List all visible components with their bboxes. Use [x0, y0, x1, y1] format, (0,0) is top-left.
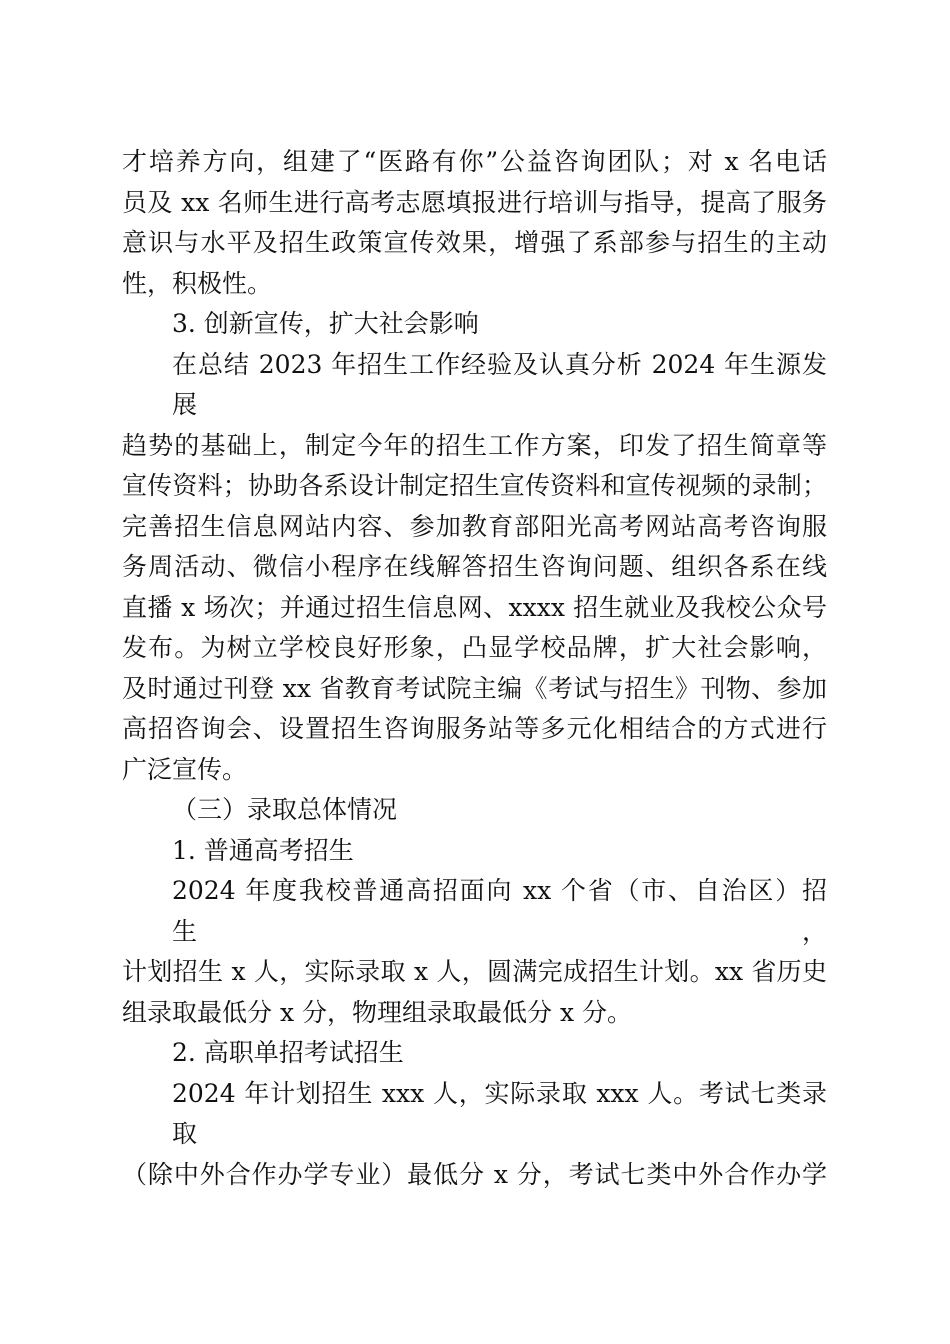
paragraph-line: 2024 年度我校普通高招面向 xx 个省（市、自治区）招生，	[172, 876, 827, 946]
paragraph-line: 性，积极性。	[122, 268, 273, 298]
paragraph-line: 2024 年计划招生 xxx 人，实际录取 xxx 人。考试七类录取	[172, 1078, 827, 1148]
paragraph-line: 意识与水平及招生政策宣传效果，增强了系部参与招生的主动	[122, 228, 827, 257]
paragraph-line: 务周活动、微信小程序在线解答招生咨询问题、组织各系在线	[122, 552, 827, 581]
section-heading: 3. 创新宣传，扩大社会影响	[172, 309, 479, 338]
paragraph-line: 才培养方向，组建了“医路有你”公益咨询团队；对 x 名电话	[122, 147, 827, 176]
paragraph-line: 广泛宣传。	[122, 754, 248, 784]
paragraph-line: 及时通过刊登 xx 省教育考试院主编《考试与招生》刊物、参加	[122, 673, 827, 703]
paragraph-line: 发布。为树立学校良好形象，凸显学校品牌，扩大社会影响，	[122, 633, 827, 662]
section-heading: （三）录取总体情况	[172, 795, 398, 824]
paragraph-line: 宣传资料；协助各系设计制定招生宣传资料和宣传视频的录制；	[122, 471, 827, 500]
paragraph-line: （除中外合作办学专业）最低分 x 分，考试七类中外合作办学	[122, 1159, 827, 1189]
paragraph-line: 直播 x 场次；并通过招生信息网、xxxx 招生就业及我校公众号	[122, 592, 827, 622]
paragraph-line: 完善招生信息网站内容、参加教育部阳光高考网站高考咨询服	[122, 511, 827, 541]
paragraph-line: 在总结 2023 年招生工作经验及认真分析 2024 年生源发展	[172, 349, 827, 419]
paragraph-line: 组录取最低分 x 分，物理组录取最低分 x 分。	[122, 997, 632, 1027]
subsection-heading: 2. 高职单招考试招生	[172, 1038, 404, 1067]
paragraph-line: 计划招生 x 人，实际录取 x 人，圆满完成招生计划。xx 省历史	[122, 957, 827, 986]
paragraph-line: 趋势的基础上，制定今年的招生工作方案，印发了招生简章等	[122, 430, 827, 460]
paragraph-line: 员及 xx 名师生进行高考志愿填报进行培训与指导，提高了服务	[122, 187, 827, 217]
document-body	[122, 142, 827, 1195]
paragraph-line: 高招咨询会、设置招生咨询服务站等多元化相结合的方式进行	[122, 714, 827, 743]
subsection-heading: 1. 普通高考招生	[172, 835, 354, 865]
